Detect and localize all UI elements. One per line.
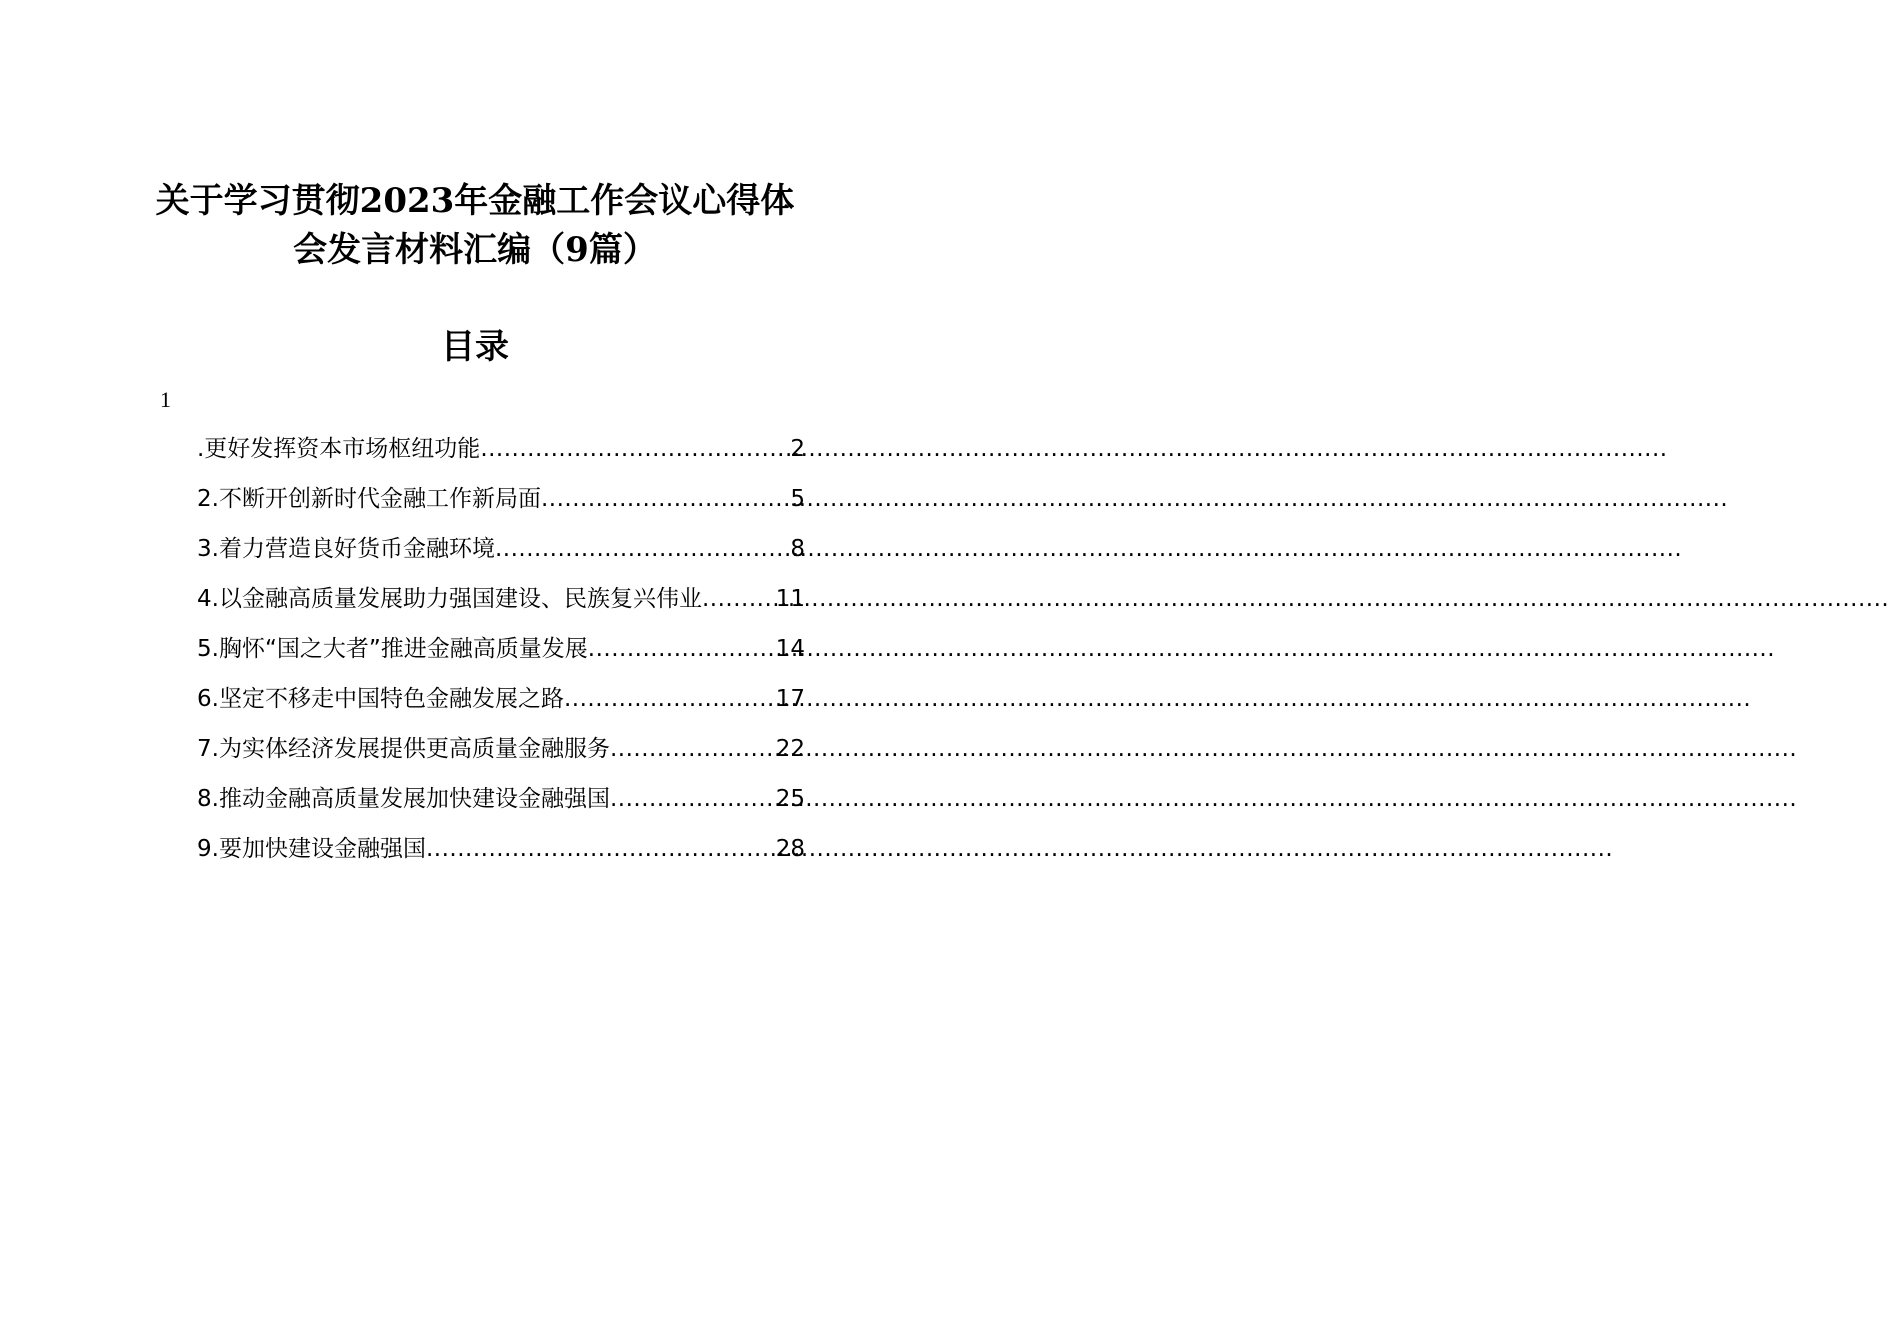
toc-dot-leader: [588, 632, 776, 666]
toc-entry-label: .更好发挥资本市场枢纽功能: [197, 436, 481, 462]
toc-entry-page: 25: [775, 786, 805, 812]
toc-dot-leader: [495, 532, 790, 566]
toc-entry-8[interactable]: [197, 782, 805, 832]
toc-entry-label: 7.为实体经济发展提供更高质量金融服务: [197, 736, 610, 762]
toc-dot-leader: [610, 732, 776, 766]
toc-entry-4[interactable]: [197, 582, 805, 632]
toc-heading: 目录: [441, 327, 509, 367]
toc-entry-label: 2.不断开创新时代金融工作新局面: [197, 486, 541, 512]
toc-entry-page: 28: [775, 836, 805, 862]
toc-entry-page: 8: [790, 536, 805, 562]
toc-list: [197, 432, 805, 882]
toc-entry-page: 14: [775, 636, 805, 662]
toc-entry-label: 3.着力营造良好货币金融环境: [197, 536, 495, 562]
toc-entry-1[interactable]: [197, 432, 805, 482]
document-title-line-2: 会发言材料汇编（9篇）: [293, 230, 657, 270]
toc-entry-label: 9.要加快建设金融强国: [197, 836, 426, 862]
toc-entry-9[interactable]: [197, 832, 805, 882]
toc-entry-label: 8.推动金融高质量发展加快建设金融强国: [197, 786, 610, 812]
toc-entry-page: 2: [790, 436, 805, 462]
toc-dot-leader: [610, 782, 776, 816]
toc-dot-leader: [541, 482, 790, 516]
toc-entry-page: 17: [775, 686, 805, 712]
toc-entry-page: 22: [775, 736, 805, 762]
toc-entry-2[interactable]: [197, 482, 805, 532]
toc-dot-leader: [564, 682, 776, 716]
toc-number-fragment: 1: [160, 387, 171, 412]
toc-dot-leader: [426, 832, 776, 866]
toc-entry-3[interactable]: [197, 532, 805, 582]
toc-entry-page: 11: [775, 586, 805, 612]
toc-dot-leader: [702, 582, 776, 616]
document-title-line-1: 关于学习贯彻2023年金融工作会议心得体: [155, 181, 795, 221]
toc-dot-leader: [480, 432, 790, 466]
toc-entry-6[interactable]: [197, 682, 805, 732]
toc-entry-label: 4.以金融高质量发展助力强国建设、民族复兴伟业: [197, 586, 702, 612]
toc-entry-7[interactable]: [197, 732, 805, 782]
toc-entry-5[interactable]: [197, 632, 805, 682]
toc-entry-label: 5.胸怀“国之大者”推进金融高质量发展: [197, 636, 588, 662]
toc-entry-label: 6.坚定不移走中国特色金融发展之路: [197, 686, 564, 712]
toc-entry-page: 5: [790, 486, 805, 512]
